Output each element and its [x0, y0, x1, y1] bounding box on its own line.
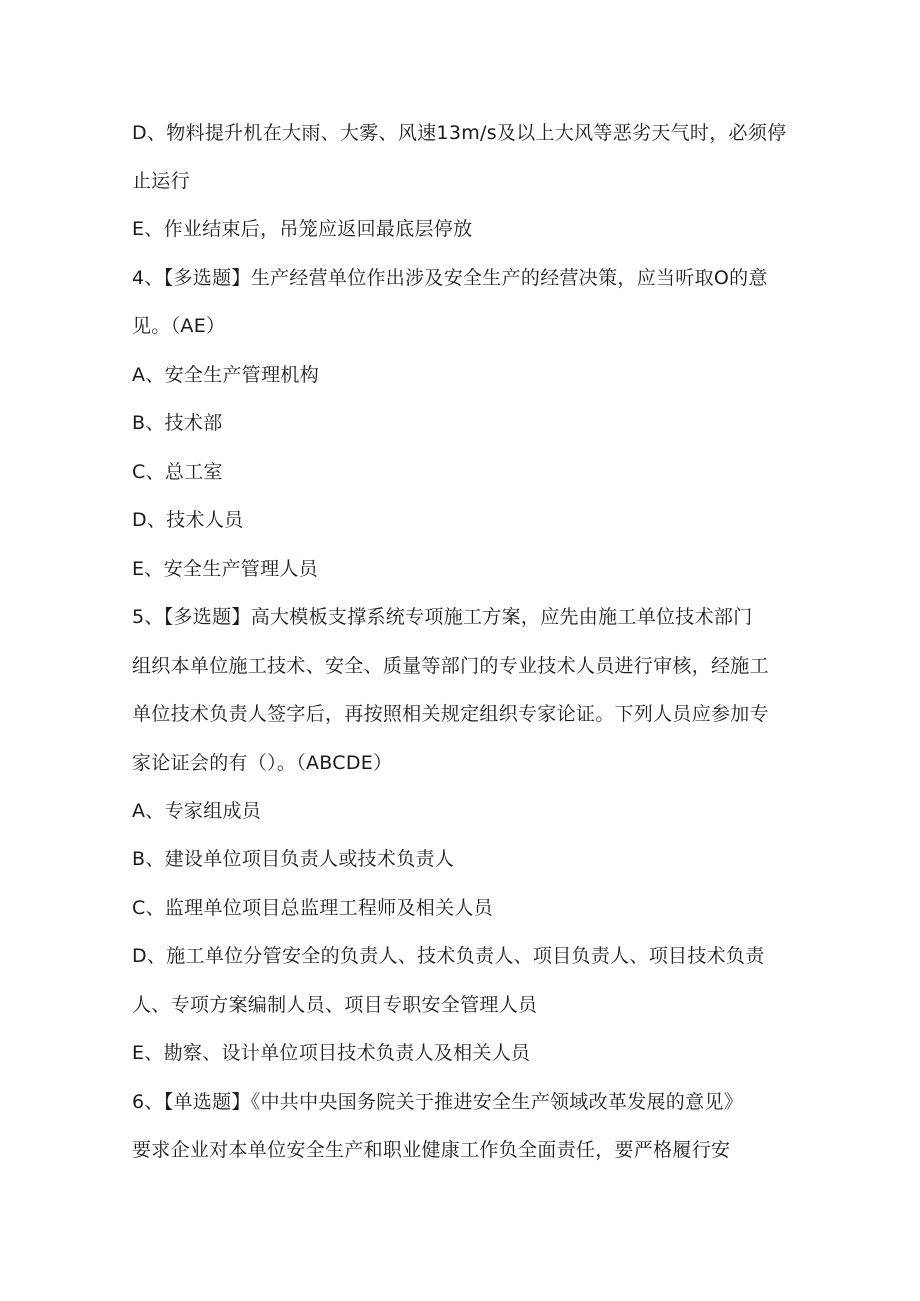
- q5-question-line-2: 组织本单位施工技术、安全、质量等部门的专业技术人员进行审核，经施工: [132, 655, 769, 677]
- q4-question-line-1: 4、【多选题】生产经营单位作出涉及安全生产的经营决策，应当听取O的意: [132, 267, 768, 289]
- q3-option-d-line-2: 止运行: [132, 170, 190, 192]
- q6-question-line-1: 6、【单选题】《中共中央国务院关于推进安全生产领域改革发展的意见》: [132, 1091, 743, 1113]
- q5-question-line-4: 家论证会的有（）。（ABCDE）: [132, 752, 393, 774]
- q5-option-d-line-2: 人、专项方案编制人员、项目专职安全管理人员: [132, 994, 538, 1016]
- q4-option-b: B、技术部: [132, 412, 223, 434]
- q5-option-a: A、专家组成员: [132, 800, 262, 822]
- q6-question-line-2: 要求企业对本单位安全生产和职业健康工作负全面责任，要严格履行安: [132, 1139, 731, 1161]
- q4-option-d: D、技术人员: [132, 509, 244, 531]
- q5-question-line-1: 5、【多选题】高大模板支撑系统专项施工方案，应先由施工单位技术部门: [132, 606, 753, 628]
- q5-option-e: E、勘察、设计单位项目技术负责人及相关人员: [132, 1042, 531, 1064]
- q4-option-c: C、总工室: [132, 461, 223, 483]
- q5-question-line-3: 单位技术负责人签字后，再按照相关规定组织专家论证。下列人员应参加专: [132, 703, 769, 725]
- q4-question-line-2: 见。（AE）: [132, 315, 226, 337]
- q4-option-a: A、安全生产管理机构: [132, 364, 319, 386]
- q5-option-c: C、监理单位项目总监理工程师及相关人员: [132, 897, 493, 919]
- q3-option-d-line-1: D、物料提升机在大雨、大雾、风速13m/s及以上大风等恶劣天气时，必须停: [132, 122, 787, 144]
- q5-option-b: B、建设单位项目负责人或技术负责人: [132, 848, 455, 870]
- q5-option-d-line-1: D、施工单位分管安全的负责人、技术负责人、项目负责人、项目技术负责: [132, 945, 765, 967]
- q3-option-e: E、作业结束后，吊笼应返回最底层停放: [132, 218, 473, 240]
- q4-option-e: E、安全生产管理人员: [132, 558, 319, 580]
